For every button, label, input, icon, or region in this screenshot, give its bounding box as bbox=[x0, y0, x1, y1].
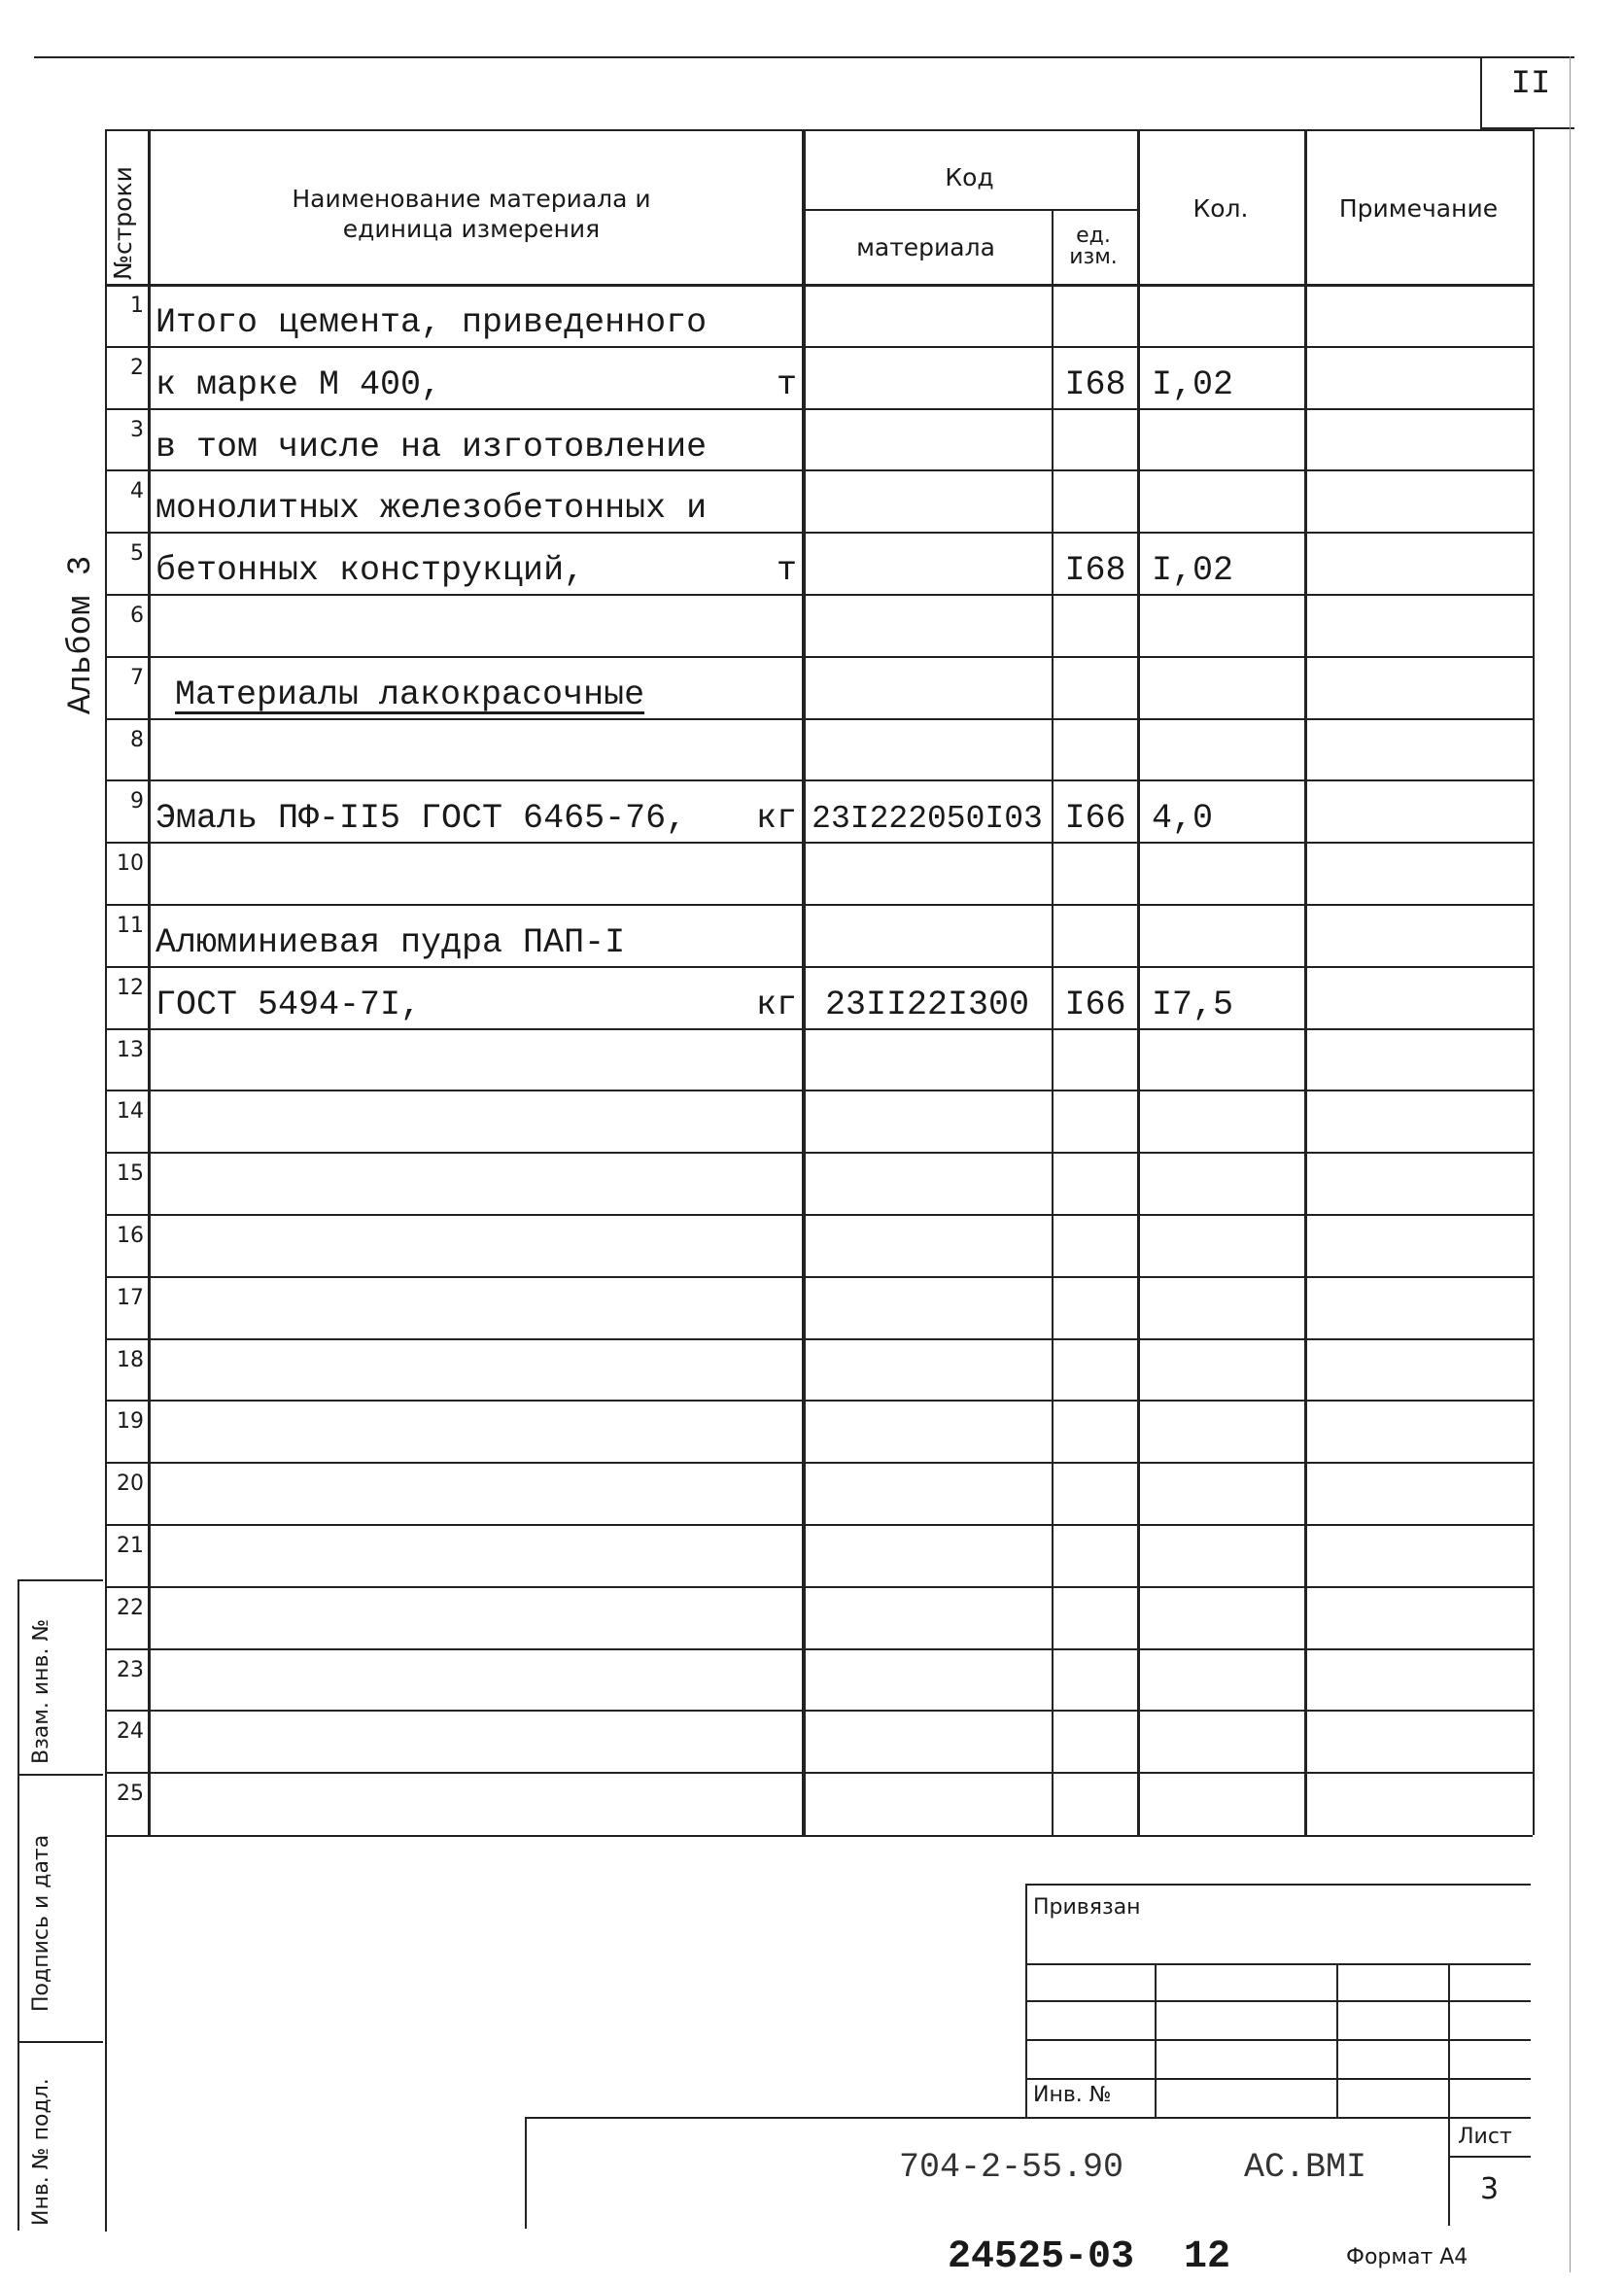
unit-text: т bbox=[776, 551, 797, 590]
row-number: 2 bbox=[130, 356, 144, 380]
quantity bbox=[1152, 842, 1304, 912]
material-name: Алюминиевая пудра ПАП-I bbox=[155, 923, 626, 962]
material-name bbox=[155, 718, 739, 788]
row-number: 4 bbox=[130, 479, 144, 503]
row-number: 23 bbox=[117, 1658, 144, 1682]
row-number: 24 bbox=[117, 1719, 144, 1744]
vzam-inv-label: Взам. инв. № bbox=[29, 1618, 53, 1764]
quantity: I7,5 bbox=[1152, 986, 1234, 1024]
stamp-inv-no: Инв. № bbox=[1033, 2083, 1112, 2107]
unit-code bbox=[1054, 718, 1137, 788]
unit-code bbox=[1054, 408, 1137, 478]
unit-text: т bbox=[776, 365, 797, 404]
unit-code bbox=[1054, 842, 1137, 912]
row-number: 14 bbox=[117, 1099, 144, 1124]
header-code: Код bbox=[945, 162, 994, 191]
row-number: 11 bbox=[117, 914, 144, 938]
unit-code: I68 bbox=[1064, 365, 1126, 404]
row-number: 5 bbox=[130, 541, 144, 566]
quantity bbox=[1152, 284, 1304, 354]
header-unit-code: ед. изм. bbox=[1069, 224, 1118, 269]
material-code bbox=[805, 284, 1050, 354]
row-number: 22 bbox=[117, 1596, 144, 1620]
row-number: 15 bbox=[117, 1161, 144, 1186]
footer-archive-number: 24525-03 bbox=[948, 2235, 1135, 2279]
row-number: 19 bbox=[117, 1409, 144, 1434]
material-code bbox=[805, 532, 1050, 602]
quantity bbox=[1152, 904, 1304, 974]
footer-format: Формат А4 bbox=[1346, 2245, 1469, 2269]
album-label: Альбом 3 bbox=[63, 555, 100, 714]
row-number: 9 bbox=[130, 789, 144, 814]
quantity bbox=[1152, 408, 1304, 478]
material-name: Итого цемента, приведенного bbox=[155, 303, 708, 342]
material-name: в том числе на изготовление bbox=[155, 428, 708, 467]
material-name: монолитных железобетонных и bbox=[155, 489, 708, 528]
row-number: 17 bbox=[117, 1286, 144, 1310]
material-name: Материалы лакокрасочные bbox=[175, 675, 645, 714]
podpis-data-label: Подпись и дата bbox=[29, 1834, 53, 2012]
row-number: 6 bbox=[130, 604, 144, 628]
material-code bbox=[805, 718, 1050, 788]
quantity bbox=[1152, 656, 1304, 726]
unit-text bbox=[739, 718, 797, 788]
material-name bbox=[155, 594, 739, 664]
material-code bbox=[805, 904, 1050, 974]
row-number: 1 bbox=[130, 294, 144, 318]
row-number: 12 bbox=[117, 976, 144, 1000]
material-name bbox=[155, 842, 739, 912]
row-number: 16 bbox=[117, 1224, 144, 1248]
row-number: 21 bbox=[117, 1534, 144, 1558]
material-code bbox=[805, 656, 1050, 726]
material-name: ГОСТ 5494-7I, bbox=[155, 986, 422, 1024]
row-number: 3 bbox=[130, 418, 144, 442]
material-code bbox=[805, 842, 1050, 912]
material-name: Эмаль ПФ-II5 ГОСТ 6465-76, bbox=[155, 799, 687, 838]
header-row-number: №строки bbox=[109, 166, 137, 280]
unit-text: кг bbox=[755, 986, 797, 1024]
material-name: к марке М 400, bbox=[155, 365, 442, 404]
quantity bbox=[1152, 718, 1304, 788]
row-number: 13 bbox=[117, 1038, 144, 1062]
row-number: 10 bbox=[117, 851, 144, 876]
quantity bbox=[1152, 594, 1304, 664]
unit-text bbox=[739, 469, 797, 539]
material-code bbox=[805, 469, 1050, 539]
unit-text bbox=[739, 904, 797, 974]
material-code: 23II22I300 bbox=[824, 986, 1030, 1024]
material-code bbox=[805, 346, 1050, 416]
row-number: 7 bbox=[130, 666, 144, 690]
material-code bbox=[805, 408, 1050, 478]
unit-code bbox=[1054, 904, 1137, 974]
stamp-list-label: Лист bbox=[1458, 2125, 1512, 2149]
quantity: I,02 bbox=[1152, 551, 1234, 590]
unit-text bbox=[739, 408, 797, 478]
unit-text bbox=[739, 656, 797, 726]
unit-code: I66 bbox=[1064, 799, 1126, 838]
stamp-list-number: 3 bbox=[1479, 2172, 1500, 2206]
quantity: I,02 bbox=[1152, 365, 1234, 404]
unit-code bbox=[1054, 284, 1137, 354]
material-code: 23I222050I03 bbox=[812, 800, 1043, 837]
unit-text: кг bbox=[755, 799, 797, 838]
material-name: бетонных конструкций, bbox=[155, 551, 585, 590]
unit-text bbox=[739, 842, 797, 912]
inv-podl-label: Инв. № подл. bbox=[29, 2078, 53, 2226]
unit-code bbox=[1054, 656, 1137, 726]
unit-text bbox=[739, 284, 797, 354]
header-material-code: материала bbox=[856, 233, 995, 262]
row-number: 18 bbox=[117, 1348, 144, 1372]
row-number: 8 bbox=[130, 728, 144, 752]
row-number: 20 bbox=[117, 1471, 144, 1496]
header-material-name: Наименование материала и единица измерения bbox=[292, 184, 651, 243]
unit-code: I68 bbox=[1064, 551, 1126, 590]
stamp-privyazan: Привязан bbox=[1033, 1895, 1141, 1920]
footer-page-number: 12 bbox=[1184, 2235, 1231, 2279]
header-note: Примечание bbox=[1338, 194, 1499, 224]
header-quantity: Кол. bbox=[1192, 194, 1249, 224]
quantity bbox=[1152, 469, 1304, 539]
unit-code bbox=[1054, 469, 1137, 539]
material-code bbox=[805, 594, 1050, 664]
row-number: 25 bbox=[117, 1782, 144, 1806]
quantity: 4,0 bbox=[1152, 799, 1214, 838]
stamp-document-code: 704-2-55.90 bbox=[899, 2148, 1124, 2187]
sheet-corner-number: II bbox=[1510, 66, 1551, 103]
unit-code: I66 bbox=[1064, 986, 1126, 1024]
unit-code bbox=[1054, 594, 1137, 664]
stamp-mark: АС.ВМI bbox=[1244, 2148, 1367, 2187]
unit-text bbox=[739, 594, 797, 664]
